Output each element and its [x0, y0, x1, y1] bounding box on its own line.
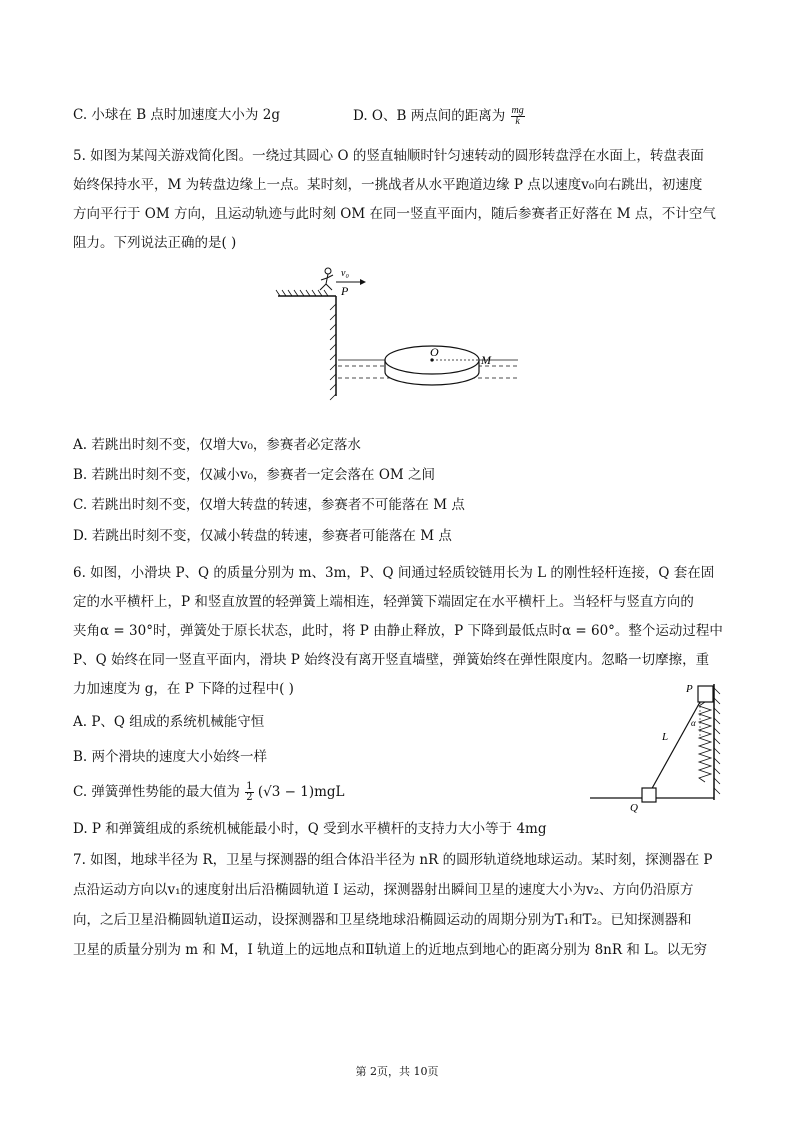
q5-p-label: P: [341, 284, 349, 298]
q6-l-label: L: [662, 731, 669, 743]
q4-option-d-fraction: [511, 106, 525, 127]
q6-option-c: [73, 782, 345, 803]
q6-fraction-numerator: 1: [246, 781, 253, 792]
q7-stem-line-3: 向，之后卫星沿椭圆轨道Ⅱ运动，设探测器和卫星绕地球沿椭圆运动的周期分别为T₁和T₂。已知探测器和: [73, 912, 692, 928]
q6-stem-line-4: P、Q 始终在同一竖直平面内，滑块 P 始终没有离开竖直墙壁，弹簧始终在弹性限度内。忽略一切摩擦，重: [73, 652, 710, 668]
q5-stem-line-4: 阻力。下列说法正确的是( ): [73, 235, 237, 251]
q6-q-label: Q: [630, 802, 638, 814]
q5-v0-label: v₀: [341, 268, 349, 279]
q6-stem-line-5: 力加速度为 g，在 P 下降的过程中( ): [73, 681, 294, 697]
q5-stem-line-1: 5. 如图为某闯关游戏简化图。一绕过其圆心 O 的竖直轴顺时针匀速转动的圆形转盘浮在水面上，转盘表面: [73, 148, 704, 164]
q6-option-d: D. P 和弹簧组成的系统机械能最小时，Q 受到水平横杆的支持力大小等于 4mg: [73, 821, 547, 837]
q6-stem-line-2: 定的水平横杆上，P 和竖直放置的轻弹簧上端相连，轻弹簧下端固定在水平横杆上。当轻杆与竖直方向的: [73, 594, 694, 610]
q5-m-label: M: [481, 353, 491, 367]
q5-option-b: B. 若跳出时刻不变，仅减小v₀，参赛者一定会落在 OM 之间: [73, 467, 436, 483]
q6-option-a: A. P、Q 组成的系统机械能守恒: [73, 714, 265, 730]
q5-option-c: C. 若跳出时刻不变，仅增大转盘的转速，参赛者不可能落在 M 点: [73, 497, 465, 513]
q4-option-c: C. 小球在 B 点时加速度大小为 2g: [73, 107, 280, 123]
q4-fraction-denominator: k: [515, 116, 520, 127]
q5-o-label: O: [430, 345, 439, 359]
q5-option-a: A. 若跳出时刻不变，仅增大v₀，参赛者必定落水: [73, 437, 361, 453]
q7-stem-line-1: 7. 如图，地球半径为 R，卫星与探测器的组合体沿半径为 nR 的圆形轨道绕地球运动。某时刻，探测器在 P: [73, 852, 713, 868]
q6-option-c-tail: (√3 − 1)mgL: [257, 784, 345, 800]
q4-option-d-text: D. O、B 两点间的距离为: [353, 108, 506, 124]
q6-p-label: P: [686, 683, 693, 695]
q6-alpha-label: α: [691, 718, 696, 728]
q6-option-b: B. 两个滑块的速度大小始终一样: [73, 749, 268, 765]
q4-option-d: [353, 106, 525, 127]
page-footer: 第 2页，共 10页: [355, 1065, 439, 1078]
q7-stem-line-2: 点沿运动方向以v₁的速度射出后沿椭圆轨道 Ⅰ 运动，探测器射出瞬间卫星的速度大小为v₂、方向仍沿原方: [73, 882, 694, 898]
q6-option-c-text: C. 弹簧弹性势能的最大值为: [73, 784, 240, 800]
q5-stem-line-2: 始终保持水平，M 为转盘边缘上一点。某时刻，一挑战者从水平跑道边缘 P 点以速度v₀向右跳出，初速度: [73, 177, 703, 193]
q5-turntable-figure: [272, 262, 522, 402]
q6-stem-line-1: 6. 如图，小滑块 P、Q 的质量分别为 m、3m，P、Q 间通过轻质铰链用长为 L 的刚性轻杆连接，Q 套在固: [73, 565, 715, 581]
q6-option-c-fraction: [245, 782, 253, 803]
q6-stem-line-3: 夹角α = 30°时，弹簧处于原长状态，此时，将 P 由静止释放，P 下降到最低点时α = 60°。整个运动过程中: [73, 623, 723, 639]
q4-fraction-numerator: mg: [511, 105, 524, 116]
q5-option-d: D. 若跳出时刻不变，仅减小转盘的转速，参赛者可能落在 M 点: [73, 528, 452, 544]
q5-stem-line-3: 方向平行于 OM 方向，且运动轨迹与此时刻 OM 在同一竖直平面内，随后参赛者正好落在 M 点，不计空气: [73, 206, 716, 222]
q6-fraction-denominator: 2: [246, 792, 253, 803]
q6-slider-spring-figure: [588, 680, 738, 820]
q7-stem-line-4: 卫星的质量分别为 m 和 M，I 轨道上的远地点和Ⅱ轨道上的近地点到地心的距离分别为 8nR 和 L。以无穷: [73, 942, 708, 958]
